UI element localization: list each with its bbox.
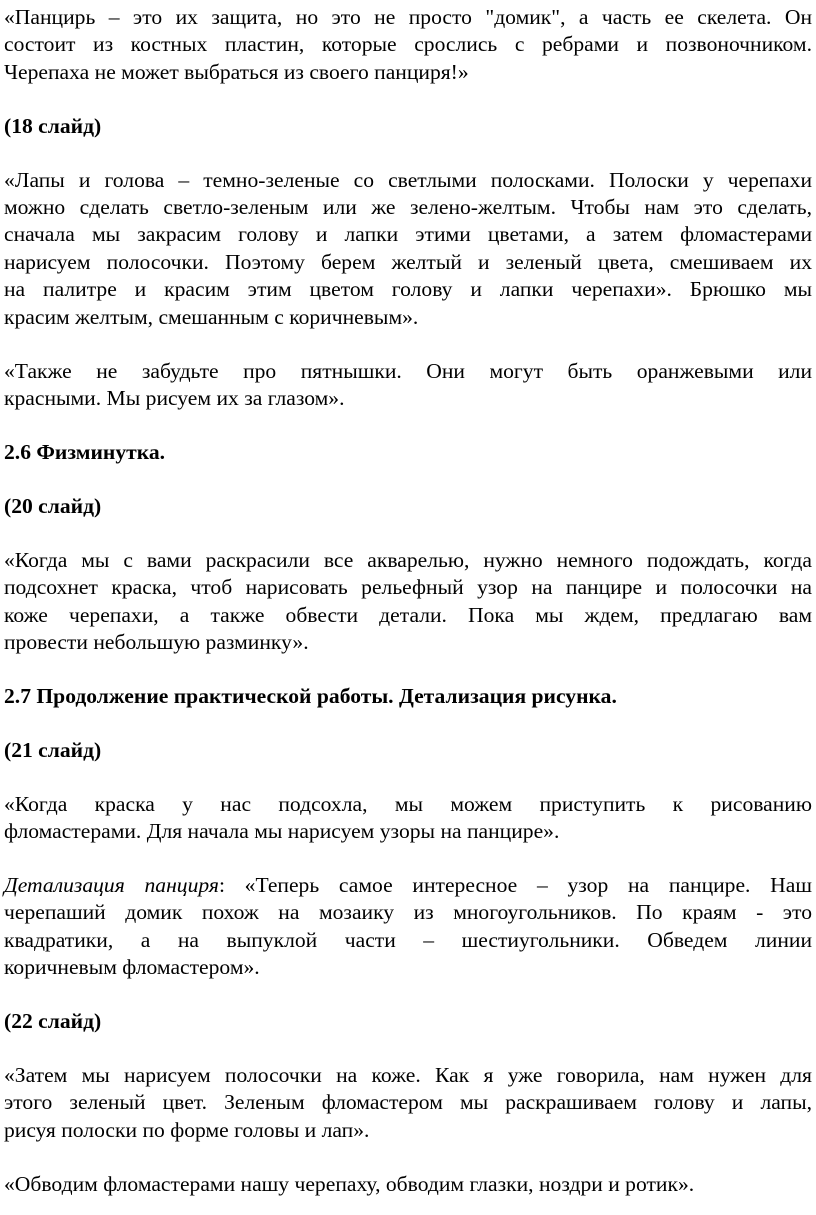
text-line: красим желтым, смешанным с коричневым». [4, 304, 419, 329]
text-line: можно сделать светло-зеленым или же зелено-желтым. Чтобы нам это сделать, [4, 195, 812, 220]
slide-heading-22: (22 слайд) [4, 1009, 102, 1034]
text-line: красными. Мы рисуем их за глазом». [4, 385, 345, 410]
text-line: «Когда мы с вами раскрасили все акварелью, нужно немного подождать, когда [4, 547, 812, 572]
text-line: на палитре и красим этим цветом голову и лапки черепахи». Брюшко мы [4, 277, 812, 302]
text-line: этого зеленый цвет. Зеленым фломастером мы раскрашиваем голову и лапы, [4, 1090, 812, 1115]
text-line: «Панцирь – это их защита, но это не просто "домик", а часть ее скелета. Он [4, 5, 812, 29]
paragraph-outline [4, 1171, 812, 1198]
section-heading-2-7: 2.7 Продолжение практической работы. Детализация рисунка. [4, 683, 617, 708]
text-line: «Лапы и голова – темно-зеленые со светлыми полосками. Полоски у черепахи [4, 167, 812, 192]
text-line: коричневым фломастером». [4, 955, 260, 980]
paragraph-legs-head [4, 167, 812, 331]
paragraph-warmup [4, 547, 812, 657]
section-heading-2-6: 2.6 Физминутка. [4, 439, 166, 464]
text-line: Черепаха не может выбраться из своего панциря!» [4, 59, 469, 84]
text-line: квадратики, а на выпуклой части – шестиугольники. Обведем линии [4, 927, 812, 952]
slide-heading-20: (20 слайд) [4, 493, 102, 518]
text-line: «Когда краска у нас подсохла, мы можем приступить к рисованию [4, 791, 812, 816]
text-line: сначала мы закрасим голову и лапки этими цветами, а затем фломастерами [4, 222, 812, 247]
slide-heading-18: (18 слайд) [4, 113, 102, 138]
text-line: «Обводим фломастерами нашу черепаху, обводим глазки, ноздри и ротик». [4, 1171, 695, 1196]
paragraph-shell-detail [4, 872, 812, 982]
text-span: : «Теперь самое интересное – узор на панцире. Наш [218, 872, 812, 897]
text-line: «Также не забудьте про пятнышки. Они могут быть оранжевыми или [4, 358, 812, 383]
text-line: нарисуем полосочки. Поэтому берем желтый и зеленый цвета, смешиваем их [4, 249, 812, 274]
text-line: провести небольшую разминку». [4, 629, 309, 654]
text-line: состоит из костных пластин, которые срослись с ребрами и позвоночником. [4, 32, 812, 57]
paragraph-markers [4, 791, 812, 846]
text-line: рисуя полоски по форме головы и лап». [4, 1117, 370, 1142]
text-line: фломастерами. Для начала мы нарисуем узоры на панцире». [4, 819, 560, 844]
text-line: подсохнет краска, чтоб нарисовать рельефный узор на панцире и полосочки на [4, 575, 812, 600]
italic-lead: Детализация панциря [4, 872, 219, 897]
text-line [4, 872, 812, 899]
text-line: «Затем мы нарисуем полосочки на коже. Как я уже говорила, нам нужен для [4, 1062, 812, 1087]
text-line: коже черепахи, а также обвести детали. Пока мы ждем, предлагаю вам [4, 602, 812, 627]
slide-heading-21: (21 слайд) [4, 737, 102, 762]
paragraph-stripes [4, 1062, 812, 1144]
paragraph-spots [4, 358, 812, 413]
text-line: черепаший домик похож на мозаику из многоугольников. По краям - это [4, 900, 812, 925]
paragraph-shell [4, 4, 812, 86]
